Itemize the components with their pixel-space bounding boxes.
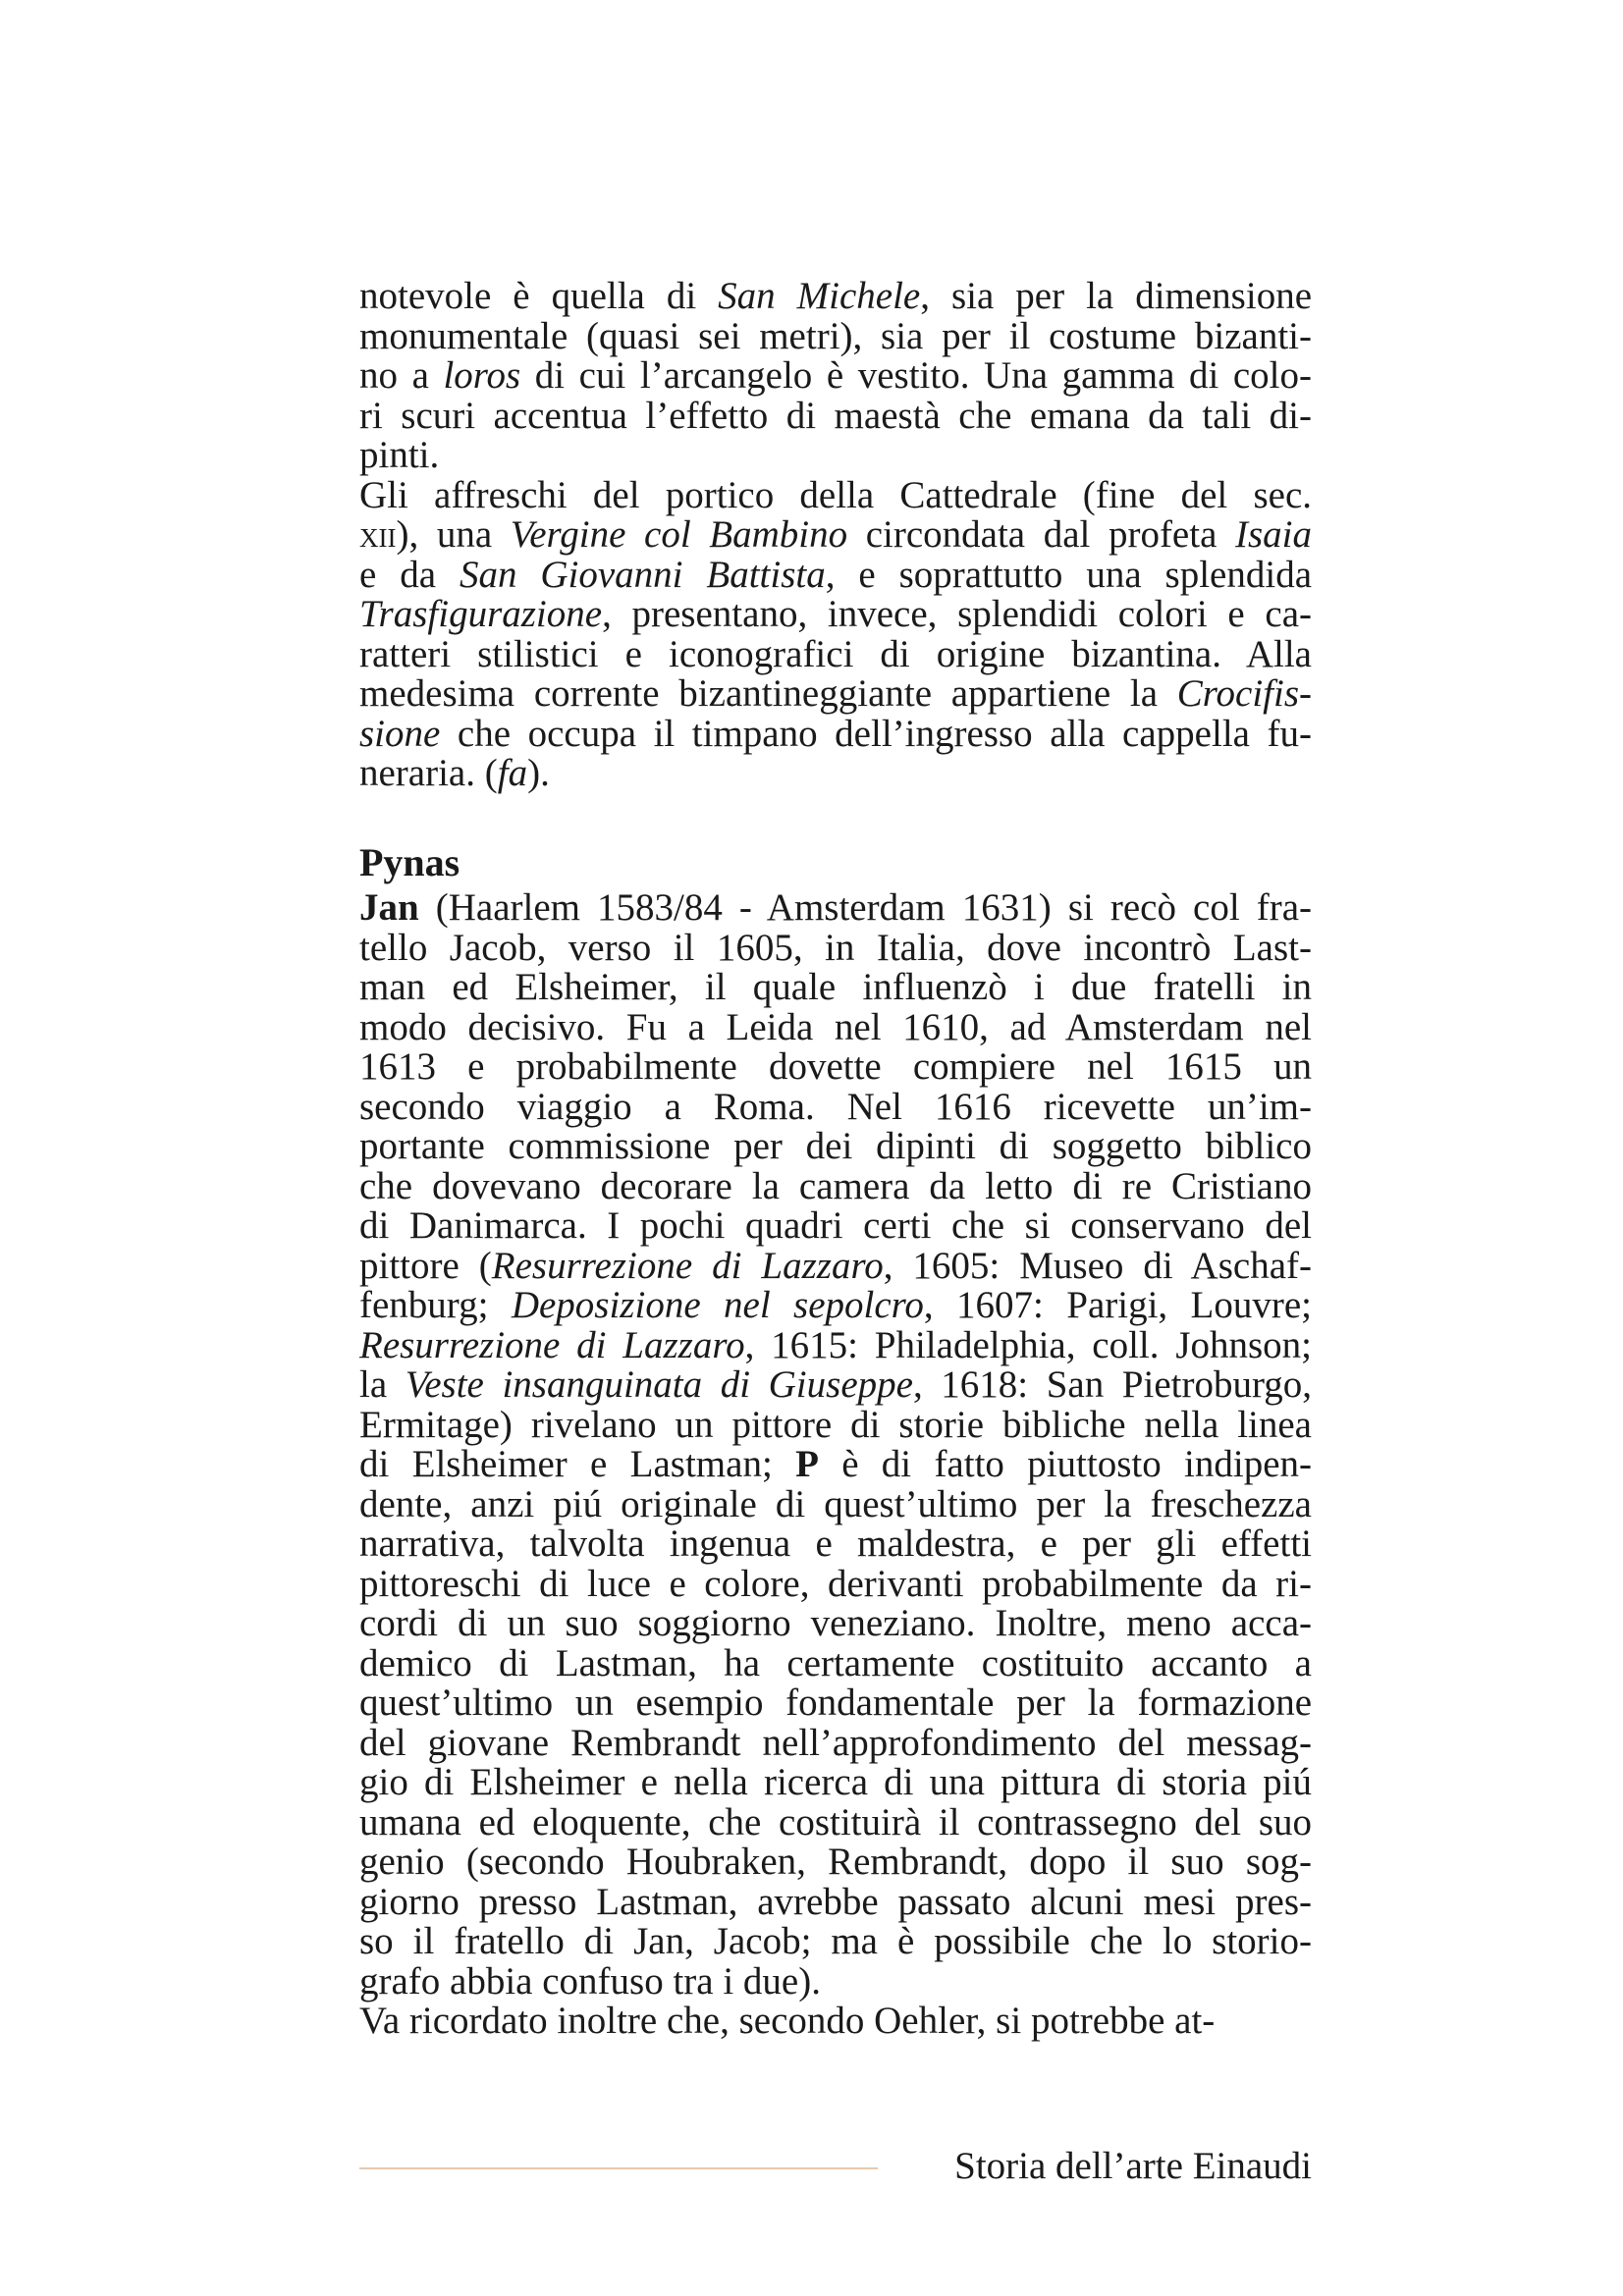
- text-line: man ed Elsheimer, il quale influenzò i due fratelli in: [359, 966, 1312, 1008]
- paragraph: [359, 888, 1312, 2002]
- text-line: notevole è quella di San Michele, sia per la dimensione: [359, 275, 1312, 317]
- text-line: umana ed eloquente, che costituirà il contrassegno del suo: [359, 1800, 1312, 1843]
- entry-heading: Pynas: [359, 840, 460, 884]
- paragraph: [359, 473, 1312, 794]
- text-line: modo decisivo. Fu a Leida nel 1610, ad Amsterdam nel: [359, 1005, 1312, 1048]
- text-line: neraria. (fa).: [359, 752, 550, 794]
- body-text-upper: [359, 277, 1312, 794]
- text-line: medesima corrente bizantineggiante appartiene la Crocifis-: [359, 672, 1312, 715]
- text-line: grafo abbia confuso tra i due).: [359, 1959, 821, 2002]
- text-line: Resurrezione di Lazzaro, 1615: Philadelphia, coll. Johnson;: [359, 1323, 1313, 1366]
- footer-title: Storia dell’arte Einaudi: [954, 2145, 1312, 2187]
- text-line: Trasfigurazione, presentano, invece, splendidi colori e ca-: [359, 593, 1312, 635]
- paragraph: [359, 2002, 1312, 2042]
- text-line: so il fratello di Jan, Jacob; ma è possibile che lo storio-: [359, 1920, 1312, 1962]
- text-line: 1613 e probabilmente dovette compiere nel 1615 un: [359, 1045, 1312, 1088]
- text-line: pittoreschi di luce e colore, derivanti probabilmente da ri-: [359, 1562, 1312, 1605]
- footer-rule: [359, 2167, 878, 2169]
- text-line: Va ricordato inoltre che, secondo Oehler, si potrebbe at-: [359, 2000, 1216, 2042]
- text-line: narrativa, talvolta ingenua e maldestra, e per gli effetti: [359, 1522, 1312, 1565]
- text-line: xii), una Vergine col Bambino circondata dal profeta Isaia: [359, 513, 1312, 556]
- text-line: giorno presso Lastman, avrebbe passato alcuni mesi pres-: [359, 1880, 1312, 1923]
- text-line: Ermitage) rivelano un pittore di storie bibliche nella linea: [359, 1403, 1312, 1446]
- paragraph: [359, 277, 1312, 476]
- text-line: gio di Elsheimer e nella ricerca di una pittura di storia piú: [359, 1761, 1312, 1803]
- text-line: fenburg; Deposizione nel sepolcro, 1607: Parigi, Louvre;: [359, 1284, 1313, 1326]
- text-line: dente, anzi piú originale di quest’ultimo per la freschezza: [359, 1482, 1312, 1525]
- text-line: di Danimarca. I pochi quadri certi che si conservano del: [359, 1204, 1312, 1247]
- text-line: pinti.: [359, 434, 440, 476]
- text-line: sione che occupa il timpano dell’ingresso alla cappella fu-: [359, 712, 1312, 755]
- text-line: demico di Lastman, ha certamente costituito accanto a: [359, 1641, 1312, 1684]
- text-line: quest’ultimo un esempio fondamentale per la formazione: [359, 1682, 1312, 1724]
- text-line: monumentale (quasi sei metri), sia per il costume bizanti-: [359, 314, 1312, 357]
- text-line: la Veste insanguinata di Giuseppe, 1618: San Pietroburgo,: [359, 1363, 1312, 1406]
- body-text-lower: [359, 888, 1312, 2042]
- text-line: di Elsheimer e Lastman; P è di fatto piuttosto indipen-: [359, 1443, 1312, 1485]
- text-line: ri scuri accentua l’effetto di maestà che emana da tali di-: [359, 394, 1312, 437]
- text-line: portante commissione per dei dipinti di soggetto biblico: [359, 1125, 1312, 1167]
- text-line: tello Jacob, verso il 1605, in Italia, dove incontrò Last-: [359, 926, 1312, 969]
- text-line: genio (secondo Houbraken, Rembrandt, dopo il suo sog-: [359, 1841, 1312, 1883]
- text-line: no a loros di cui l’arcangelo è vestito. Una gamma di colo-: [359, 354, 1312, 397]
- text-line: del giovane Rembrandt nell’approfondimento del messag-: [359, 1721, 1312, 1764]
- text-line: Gli affreschi del portico della Cattedrale (fine del sec.: [359, 473, 1312, 516]
- text-line: pittore (Resurrezione di Lazzaro, 1605: Museo di Aschaf-: [359, 1244, 1312, 1287]
- text-line: ratteri stilistici e iconografici di origine bizantina. Alla: [359, 632, 1312, 675]
- text-line: e da San Giovanni Battista, e soprattutto una splendida: [359, 553, 1312, 596]
- text-line: cordi di un suo soggiorno veneziano. Inoltre, meno acca-: [359, 1602, 1312, 1644]
- text-line: secondo viaggio a Roma. Nel 1616 ricevette un’im-: [359, 1085, 1312, 1128]
- text-line: che dovevano decorare la camera da letto di re Cristiano: [359, 1164, 1312, 1207]
- text-line: Jan (Haarlem 1583/84 - Amsterdam 1631) si recò col fra-: [359, 886, 1312, 929]
